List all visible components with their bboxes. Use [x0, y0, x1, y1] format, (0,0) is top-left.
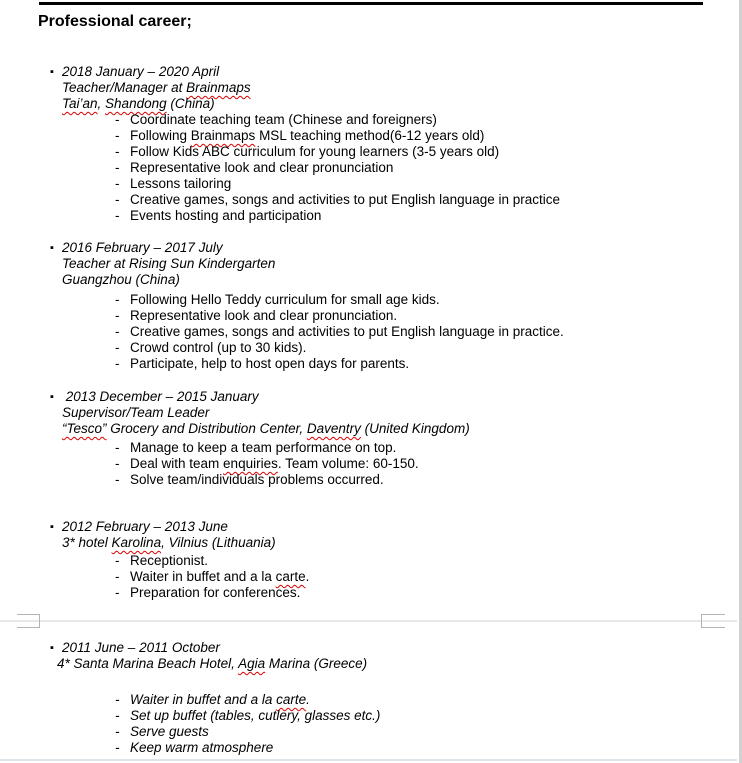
dash-icon: - — [115, 553, 120, 568]
text-segment: , — [97, 96, 106, 111]
dash-icon: - — [115, 724, 120, 739]
viewport-bottom-edge — [0, 759, 737, 761]
entry-bullet-item — [0, 128, 732, 144]
entry-bullet-item — [0, 724, 732, 740]
text-segment: Set up buffet (tables, cutlery, glasses etc.) — [130, 708, 381, 723]
entry-bullet-item — [0, 112, 732, 128]
dash-icon: - — [115, 160, 120, 175]
dash-icon: - — [115, 308, 120, 323]
entry-header-line — [0, 519, 732, 535]
dash-icon: - — [115, 585, 120, 600]
misspelled-word: carte — [275, 569, 306, 584]
entry-bullet-item — [0, 708, 732, 724]
text-segment: Events hosting and participation — [130, 208, 322, 223]
entry-bullet-item — [0, 324, 732, 340]
text-segment: Representative look and clear pronunciation. — [130, 308, 398, 323]
misspelled-word: Karolina — [111, 535, 162, 550]
entry-header-line — [0, 389, 732, 405]
entry-header-line — [0, 80, 732, 96]
dash-icon: - — [115, 324, 120, 339]
dash-icon: - — [115, 112, 120, 127]
entry-bullet-item — [0, 440, 732, 456]
entry-bullet-item — [0, 692, 732, 708]
entry-bullet-item — [0, 740, 732, 756]
dash-icon: - — [115, 292, 120, 307]
text-segment: (China) — [166, 96, 215, 111]
career-entry-hotel-karolina — [0, 519, 732, 601]
dash-icon: - — [115, 440, 120, 455]
entry-header-line — [0, 421, 732, 437]
bullet-square-icon: ▪ — [50, 521, 54, 533]
bullet-square-icon: ▪ — [50, 66, 54, 78]
text-segment: Representative look and clear pronunciation — [130, 160, 394, 175]
dash-icon: - — [115, 356, 120, 371]
text-segment: Creative games, songs and activities to put English language in practice — [130, 192, 560, 207]
text-segment: Deal with team — [130, 456, 224, 471]
text-segment: Supervisor/Team Leader — [62, 405, 210, 420]
career-entry-supervisor-tesco — [0, 389, 732, 488]
text-segment: 2018 January – 2020 April — [62, 64, 220, 79]
entry-bullet-item — [0, 340, 732, 356]
dash-icon: - — [115, 472, 120, 487]
text-segment: Waiter in buffet and a la — [130, 569, 276, 584]
text-segment: Solve team/individuals problems occurred. — [130, 472, 384, 487]
entry-bullet-list — [0, 112, 732, 224]
entry-bullet-list — [0, 292, 732, 372]
text-segment: Keep warm atmosphere — [130, 740, 274, 755]
text-segment: Guangzhou (China) — [62, 272, 180, 287]
text-segment: . Team volume: 60-150. — [277, 456, 419, 471]
page-margin-corner-mark-left — [17, 614, 40, 628]
career-entry-santa-marina-beach-hotel — [0, 640, 732, 756]
text-segment: Coordinate teaching team (Chinese and foreigners) — [130, 112, 437, 127]
text-segment: Preparation for conferences. — [130, 585, 301, 600]
entry-bullet-item — [0, 553, 732, 569]
page-margin-corner-mark-right — [701, 614, 725, 628]
misspelled-word: enquiries — [223, 456, 278, 471]
dash-icon: - — [115, 192, 120, 207]
entry-bullet-item — [0, 192, 732, 208]
text-segment: Teacher at Rising Sun Kindergarten — [62, 256, 276, 271]
misspelled-word: “Tesco” — [62, 421, 107, 436]
text-segment: Crowd control (up to 30 kids). — [130, 340, 307, 355]
text-segment: Following — [130, 128, 191, 143]
text-segment: Waiter in buffet and a la — [130, 692, 277, 707]
entry-bullet-item — [0, 569, 732, 585]
text-segment: . — [305, 569, 310, 584]
entry-bullet-item — [0, 356, 732, 372]
text-segment: Lessons tailoring — [130, 176, 232, 191]
misspelled-word: Daventry — [306, 421, 361, 436]
entry-bullet-item — [0, 160, 732, 176]
entry-header-line — [0, 272, 732, 288]
entry-bullet-item — [0, 585, 732, 601]
entry-bullet-item — [0, 308, 732, 324]
text-segment: Grocery and Distribution Center, — [106, 421, 307, 436]
bullet-square-icon: ▪ — [50, 242, 54, 254]
career-entry-teacher-rising-sun — [0, 240, 732, 372]
dash-icon: - — [115, 740, 120, 755]
misspelled-word: carte — [276, 692, 307, 707]
text-segment: MSL teaching method(6-12 years old) — [255, 128, 485, 143]
bullet-square-icon: ▪ — [50, 391, 54, 403]
entry-bullet-item — [0, 456, 732, 472]
text-segment: 2016 February – 2017 July — [62, 240, 223, 255]
entry-header-line — [0, 656, 732, 672]
dash-icon: - — [115, 692, 120, 707]
text-segment: Participate, help to host open days for parents. — [130, 356, 410, 371]
text-segment: 2011 June – 2011 October — [62, 640, 220, 655]
entry-header-line — [0, 405, 732, 421]
dash-icon: - — [115, 456, 120, 471]
entry-bullet-list — [0, 553, 732, 601]
dash-icon: - — [115, 144, 120, 159]
entry-header-line — [0, 96, 732, 112]
text-segment: 3* hotel — [62, 535, 112, 550]
entry-bullet-item — [0, 176, 732, 192]
misspelled-word: Shandong — [105, 96, 167, 111]
text-segment: 2013 December – 2015 January — [62, 389, 259, 404]
entry-bullet-list — [0, 440, 732, 488]
entry-bullet-item — [0, 292, 732, 308]
dash-icon: - — [115, 569, 120, 584]
text-segment: Receptionist. — [130, 553, 209, 568]
page-break-line — [0, 620, 737, 622]
misspelled-word: Brainmaps — [190, 128, 256, 143]
dash-icon: - — [115, 208, 120, 223]
entry-header-line — [0, 256, 732, 272]
dash-icon: - — [115, 176, 120, 191]
entry-header-line — [0, 240, 732, 256]
entry-bullet-item — [0, 472, 732, 488]
text-segment: Teacher/Manager at — [62, 80, 187, 95]
misspelled-word: Brainmaps — [186, 80, 251, 95]
entry-bullet-item — [0, 208, 732, 224]
misspelled-word: Agia — [238, 656, 266, 671]
text-segment: , Vilnius (Lithuania) — [161, 535, 276, 550]
entry-bullet-list — [0, 692, 732, 756]
entry-header-line — [0, 64, 732, 80]
text-segment: Serve guests — [130, 724, 209, 739]
text-segment: . — [306, 692, 310, 707]
top-border-line — [39, 2, 703, 5]
text-segment: Creative games, songs and activities to put English language in practice. — [130, 324, 564, 339]
text-segment: Following Hello Teddy curriculum for small age kids. — [130, 292, 440, 307]
misspelled-word: Tai’an — [62, 96, 98, 111]
dash-icon: - — [115, 128, 120, 143]
entry-bullet-item — [0, 144, 732, 160]
dash-icon: - — [115, 340, 120, 355]
page-title: Professional career; — [38, 13, 192, 30]
text-segment: Manage to keep a team performance on top. — [130, 440, 397, 455]
dash-icon: - — [115, 708, 120, 723]
text-segment: (United Kingdom) — [360, 421, 470, 436]
entry-header-line — [0, 535, 732, 551]
career-entry-teacher-manager-brainmaps — [0, 64, 732, 224]
entry-header-line — [0, 640, 732, 656]
text-segment: Follow Kids ABC curriculum for young learners (3-5 years old) — [130, 144, 500, 159]
bullet-square-icon: ▪ — [50, 642, 54, 654]
text-segment: 4* Santa Marina Beach Hotel, — [57, 656, 239, 671]
text-segment: Marina (Greece) — [265, 656, 368, 671]
text-segment: 2012 February – 2013 June — [62, 519, 228, 534]
